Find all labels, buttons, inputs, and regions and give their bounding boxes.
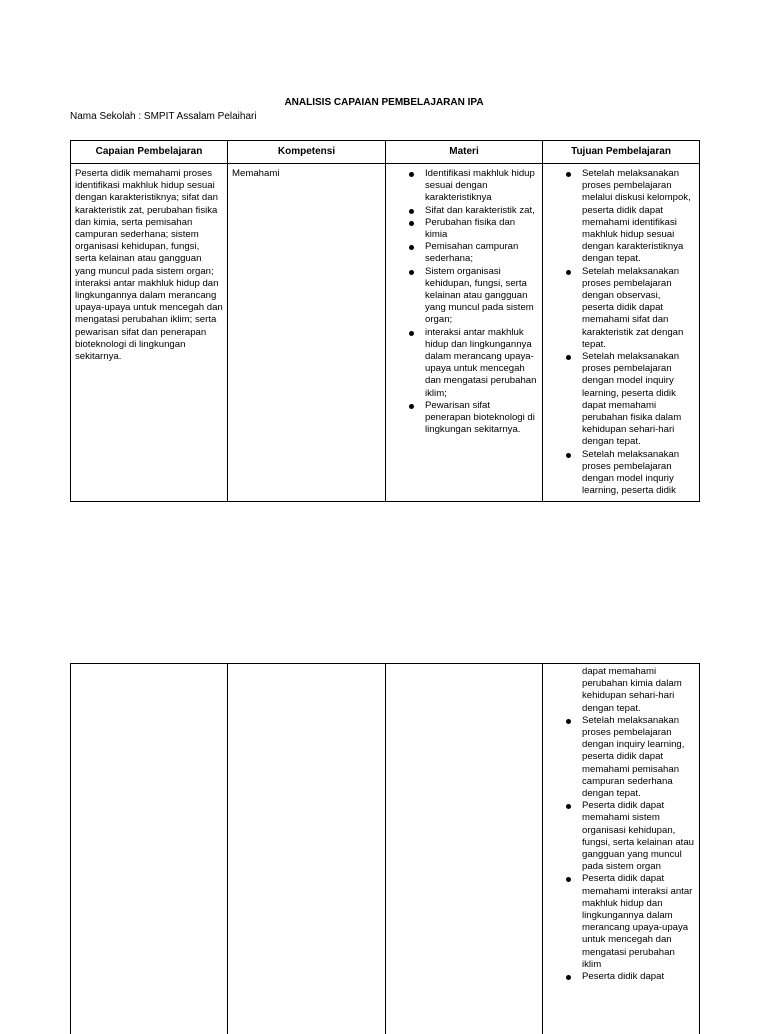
list-item: Setelah melaksanakan proses pembelajaran dengan model inquriy learning, peserta didik bbox=[582, 449, 695, 498]
table-row bbox=[71, 164, 700, 502]
list-item: Identifikasi makhluk hidup sesuai dengan karakteristiknya bbox=[425, 168, 538, 205]
kompetensi-cell bbox=[228, 164, 386, 502]
tujuan-continuation-text: dapat memahami perubahan kimia dalam kehidupan sehari-hari dengan tepat. bbox=[547, 664, 695, 715]
list-item: Pemisahan campuran sederhana; bbox=[425, 241, 538, 265]
materi-cell-empty bbox=[386, 664, 543, 1034]
header-kompetensi: Kompetensi bbox=[228, 141, 386, 164]
list-item: Setelah melaksanakan proses pembelajaran dengan inquiry learning, peserta didik dapat memahami pemisahan campuran sederhana dengan tepat. bbox=[582, 715, 695, 800]
header-tujuan: Tujuan Pembelajaran bbox=[543, 141, 700, 164]
capaian-text: Peserta didik memahami proses identifikasi makhluk hidup sesuai dengan karakteristiknya; sifat dan karakteristik zat, perubahan fisika dan kimia, serta pemisahan campuran sederhana; sistem organisasi kehidupan, fungsi, serta kelainan atau gangguan yang muncul pada sistem organ; interaksi antar makhluk hidup dan lingkungannya dalam merancang upaya-upaya untuk mencegah dan mengatasi perubahan iklim; serta pewarisan sifat dan penerapan bioteknologi di lingkungan sekitarnya. bbox=[75, 164, 223, 366]
table-header-row bbox=[71, 141, 700, 164]
kompetensi-text: Memahami bbox=[232, 164, 381, 183]
list-item: Peserta didik dapat memahami sistem organisasi kehidupan, fungsi, serta kelainan atau gangguan yang muncul pada sistem organ bbox=[582, 800, 695, 873]
list-item: Perubahan fisika dan kimia bbox=[425, 217, 538, 241]
header-materi: Materi bbox=[386, 141, 543, 164]
analysis-table bbox=[70, 140, 700, 502]
capaian-cell bbox=[71, 164, 228, 502]
list-item: interaksi antar makhluk hidup dan lingkungannya dalam merancang upaya-upaya untuk mencegah dan mengatasi perubahan iklim; bbox=[425, 327, 538, 400]
document-title: ANALISIS CAPAIAN PEMBELAJARAN IPA bbox=[0, 97, 768, 108]
table-row bbox=[71, 664, 700, 1034]
tujuan-cell bbox=[543, 164, 700, 502]
list-item: Setelah melaksanakan proses pembelajaran dengan observasi, peserta didik dapat memahami sifat dan karakteristik zat dengan tepat. bbox=[582, 266, 695, 351]
list-item: Setelah melaksanakan proses pembelajaran dengan model inquiry learning, peserta didik dapat memahami perubahan fisika dalam kehidupan sehari-hari dengan tepat. bbox=[582, 351, 695, 449]
tujuan-cell-continued bbox=[543, 664, 700, 1034]
list-item: Peserta didik dapat bbox=[582, 971, 695, 983]
school-name-line: Nama Sekolah : SMPIT Assalam Pelaihari bbox=[70, 111, 257, 122]
materi-list bbox=[390, 164, 538, 436]
list-item: Setelah melaksanakan proses pembelajaran melalui diskusi kelompok, peserta didik dapat memahami identifikasi makhluk hidup sesuai dengan karakteristiknya dengan tepat. bbox=[582, 168, 695, 266]
analysis-table-continued bbox=[70, 663, 700, 1034]
list-item: Peserta didik dapat memahami interaksi antar makhluk hidup dan lingkungannya dalam merancang upaya-upaya untuk mencegah dan mengatasi perubahan iklim bbox=[582, 873, 695, 971]
tujuan-list bbox=[547, 164, 695, 501]
kompetensi-cell-empty bbox=[228, 664, 386, 1034]
list-item: Pewarisan sifat penerapan bioteknologi di lingkungan sekitarnya. bbox=[425, 400, 538, 437]
list-item: Sifat dan karakteristik zat, bbox=[425, 205, 538, 217]
capaian-cell-empty bbox=[71, 664, 228, 1034]
header-capaian: Capaian Pembelajaran bbox=[71, 141, 228, 164]
materi-cell bbox=[386, 164, 543, 502]
tujuan-list-continued bbox=[547, 715, 695, 983]
list-item: Sistem organisasi kehidupan, fungsi, serta kelainan atau gangguan yang muncul pada sistem organ; bbox=[425, 266, 538, 327]
